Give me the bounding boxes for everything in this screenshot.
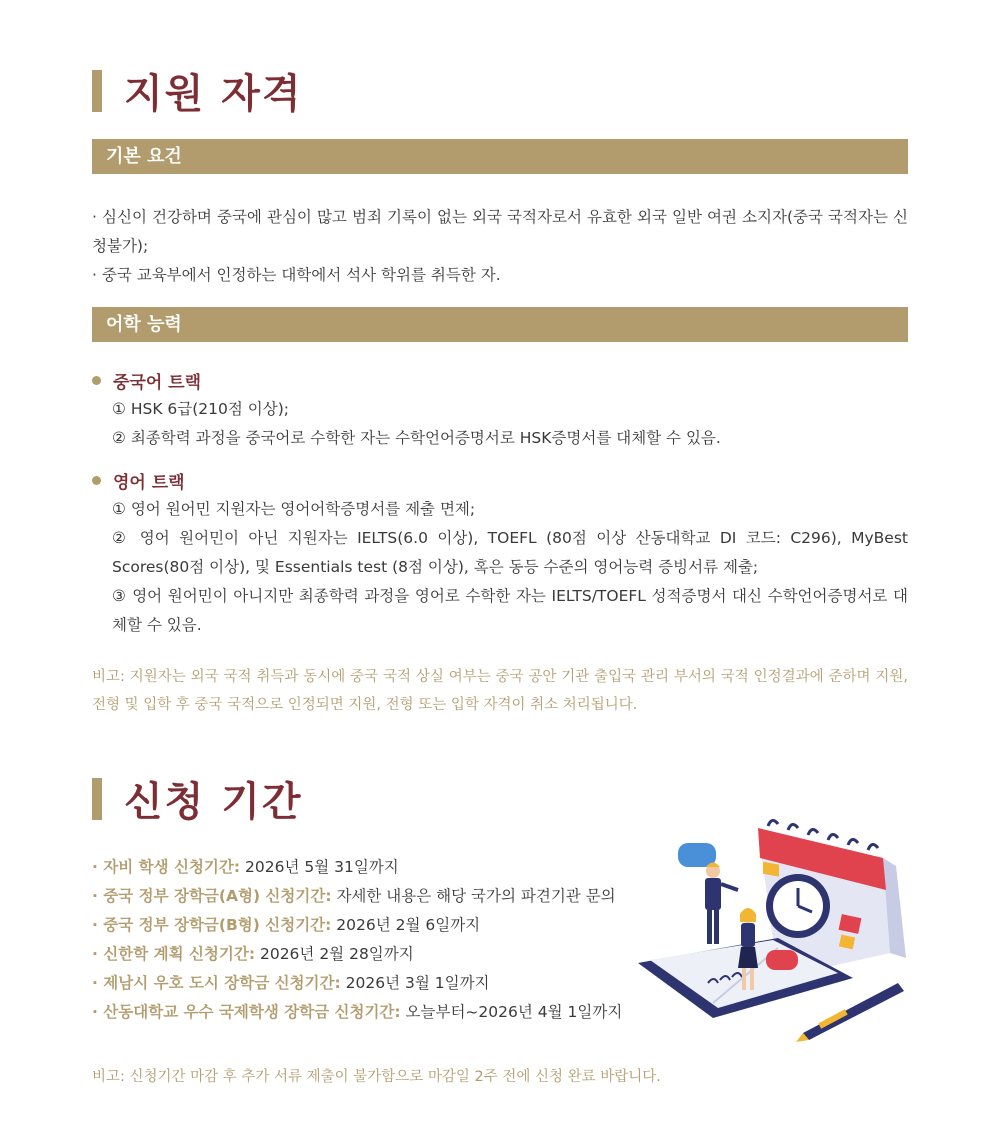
basic-requirements-list	[92, 203, 908, 290]
chinese-track-label: 중국어 트랙	[113, 373, 202, 393]
english-track-label: 영어 트랙	[113, 473, 185, 493]
english-track-items	[112, 495, 908, 640]
period-item: · 자비 학생 신청기간: 2026년 5월 31일까지	[92, 858, 399, 876]
section-title: 지원 자격	[124, 71, 303, 117]
period-item: · 산동대학교 우수 국제학생 장학금 신청기간: 오늘부터~2026년 4월 1일까지	[92, 1003, 623, 1021]
period-list	[92, 853, 652, 1027]
track-item: ② 영어 원어민이 아닌 지원자는 IELTS(6.0 이상), TOEFL (80점 이상 산동대학교 DI 코드: C296), MyBest Scores(80점 이상), 및 Essentials test (8점 이상), 혹은 동등 수준의 영어능력 증빙서류 제출;	[112, 529, 908, 576]
period-value: 2026년 2월 6일까지	[331, 916, 481, 934]
period-label: 중국 정부 장학금(B형) 신청기간:	[103, 916, 332, 934]
period-value: 오늘부터~2026년 4월 1일까지	[400, 1003, 623, 1021]
chinese-track-items	[112, 395, 908, 453]
bullet-dot	[92, 376, 101, 385]
period-item: · 중국 정부 장학금(A형) 신청기간: 자세한 내용은 해당 국가의 파견기관 문의	[92, 887, 616, 905]
period-label: 자비 학생 신청기간:	[103, 858, 241, 876]
period-label: 중국 정부 장학금(A형) 신청기간:	[103, 887, 332, 905]
bullet-dot	[92, 476, 101, 485]
period-value: 2026년 2월 28일까지	[255, 945, 414, 963]
requirement-item: · 심신이 건강하며 중국에 관심이 많고 범죄 기록이 없는 외국 국적자로서 유효한 외국 일반 여권 소지자(중국 국적자는 신청불가);	[92, 208, 908, 255]
period-item: · 제남시 우호 도시 장학금 신청기간: 2026년 3월 1일까지	[92, 974, 490, 992]
track-item: ① HSK 6급(210점 이상);	[112, 400, 289, 418]
section-title: 신청 기간	[124, 779, 303, 825]
period-value: 자세한 내용은 해당 국가의 파견기관 문의	[331, 887, 616, 905]
section-marker	[92, 778, 102, 820]
track-item: ② 최종학력 과정을 중국어로 수학한 자는 수학언어증명서로 HSK증명서를 대체할 수 있음.	[112, 429, 721, 447]
period-item: · 신한학 계획 신청기간: 2026년 2월 28일까지	[92, 945, 414, 963]
english-track-title	[92, 468, 185, 493]
basic-requirements-heading: 기본 요건	[92, 139, 908, 174]
period-note: 비고: 신청기간 마감 후 추가 서류 제출이 불가함으로 마감일 2주 전에 신청 완료 바랍니다.	[92, 1069, 661, 1085]
track-item: ① 영어 원어민 지원자는 영어어학증명서를 제출 면제;	[112, 500, 476, 518]
chinese-track-title	[92, 368, 201, 393]
period-value: 2026년 5월 31일까지	[240, 858, 399, 876]
section-eligibility-header	[92, 62, 303, 119]
eligibility-note: 비고: 지원자는 외국 국적 취득과 동시에 중국 국적 상실 여부는 중국 공안 기관 출입국 관리 부서의 국적 인정결과에 준하며 지원, 전형 및 입학 후 중국 국적으로 인정되면 지원, 전형 또는 입학 자격이 취소 처리됩니다.	[92, 669, 908, 713]
period-label: 제남시 우호 도시 장학금 신청기간:	[103, 974, 341, 992]
calendar-illustration	[628, 808, 918, 1048]
section-period-header	[92, 770, 303, 827]
requirement-item: · 중국 교육부에서 인정하는 대학에서 석사 학위를 취득한 자.	[92, 266, 501, 284]
period-label: 산동대학교 우수 국제학생 장학금 신청기간:	[103, 1003, 401, 1021]
period-item: · 중국 정부 장학금(B형) 신청기간: 2026년 2월 6일까지	[92, 916, 481, 934]
period-value: 2026년 3월 1일까지	[340, 974, 490, 992]
track-item: ③ 영어 원어민이 아니지만 최종학력 과정을 영어로 수학한 자는 IELTS/TOEFL 성적증명서 대신 수학언어증명서로 대체할 수 있음.	[112, 587, 908, 634]
pencil-icon	[803, 983, 904, 1040]
section-marker	[92, 70, 102, 112]
language-heading: 어학 능력	[92, 307, 908, 342]
period-label: 신한학 계획 신청기간:	[103, 945, 256, 963]
